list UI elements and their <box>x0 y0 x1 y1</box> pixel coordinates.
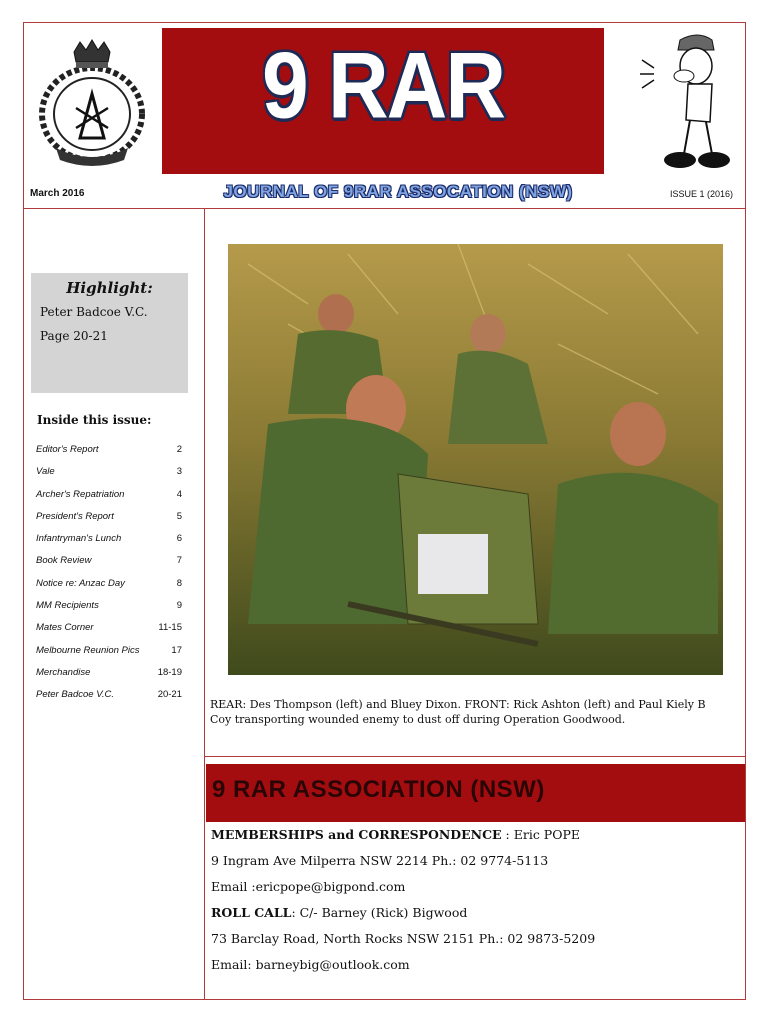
toc-page: 9 <box>176 600 182 612</box>
toc-page: 2 <box>176 444 182 455</box>
memberships-address: 9 Ingram Ave Milperra NSW 2214 Ph.: 02 9774-5113 <box>211 853 549 868</box>
highlight-heading: Highlight: <box>66 279 153 297</box>
toc-item[interactable] <box>36 466 182 488</box>
toc-label: President's Report <box>36 510 114 522</box>
issue-number: ISSUE 1 (2016) <box>670 189 734 199</box>
soldiers-stretcher-photo <box>228 244 723 675</box>
toc-item[interactable] <box>36 667 182 689</box>
association-title: 9 RAR ASSOCIATION (NSW) <box>212 776 545 803</box>
rollcall-line <box>211 905 467 920</box>
toc-label: Archer's Repatriation <box>36 488 125 500</box>
section-divider <box>204 756 746 757</box>
toc-item[interactable] <box>36 533 182 555</box>
toc-page: 18-19 <box>157 666 182 678</box>
toc-page: 7 <box>176 555 182 567</box>
memberships-email[interactable]: Email :ericpope@bigpond.com <box>211 879 406 894</box>
toc-label: Editor's Report <box>36 444 99 455</box>
highlight-line-1: Peter Badcoe V.C. <box>40 305 148 319</box>
inside-issue-heading: Inside this issue: <box>37 413 152 427</box>
toc-label: Peter Badcoe V.C. <box>36 689 114 701</box>
rollcall-address: 73 Barclay Road, North Rocks NSW 2151 Ph.: 02 9873-5209 <box>211 931 596 946</box>
toc-item[interactable] <box>36 511 182 533</box>
toc-item[interactable] <box>36 689 182 711</box>
masthead-divider <box>23 208 746 209</box>
toc-item[interactable] <box>36 444 182 466</box>
highlight-line-2: Page 20-21 <box>40 329 108 343</box>
toc-page: 8 <box>176 577 182 589</box>
rollcall-contact: : C/- Barney (Rick) Bigwood <box>291 905 468 920</box>
toc-page: 17 <box>171 644 182 656</box>
toc-item[interactable] <box>36 555 182 577</box>
toc-label: Melbourne Reunion Pics <box>36 644 140 656</box>
toc-label: MM Recipients <box>36 600 99 612</box>
toc-label: Vale <box>36 466 55 478</box>
toc-item[interactable] <box>36 578 182 600</box>
toc-page: 5 <box>176 510 182 522</box>
rollcall-label: ROLL CALL <box>211 905 292 920</box>
photo-caption: REAR: Des Thompson (left) and Bluey Dixon. FRONT: Rick Ashton (left) and Paul Kiely B Coy transporting wounded enemy to dust off during Operation Goodwood. <box>210 698 706 726</box>
toc-item[interactable] <box>36 645 182 667</box>
masthead-banner <box>162 28 604 174</box>
regimental-crest-logo <box>36 38 148 166</box>
toc-label: Mates Corner <box>36 622 94 634</box>
toc-label: Merchandise <box>36 666 91 678</box>
toc-page: 6 <box>176 533 182 545</box>
toc-item[interactable] <box>36 489 182 511</box>
toc-label: Notice re: Anzac Day <box>36 577 125 589</box>
toc-label: Infantryman's Lunch <box>36 533 122 545</box>
table-of-contents <box>36 444 182 712</box>
column-divider <box>204 208 205 1000</box>
memberships-line <box>211 827 580 842</box>
sergeant-cartoon-illustration <box>640 30 738 174</box>
memberships-contact: : Eric POPE <box>501 827 581 842</box>
masthead-title: 9 RAR <box>261 32 505 138</box>
toc-page: 3 <box>176 466 182 478</box>
memberships-label: MEMBERSHIPS and CORRESPONDENCE <box>211 827 502 842</box>
toc-page: 4 <box>176 488 182 500</box>
issue-date: March 2016 <box>30 188 85 199</box>
association-banner <box>206 764 745 822</box>
highlight-box <box>31 273 188 393</box>
toc-page: 11-15 <box>158 622 182 634</box>
toc-item[interactable] <box>36 600 182 622</box>
toc-item[interactable] <box>36 622 182 644</box>
toc-page: 20-21 <box>157 689 182 701</box>
toc-label: Book Review <box>36 555 92 567</box>
rollcall-email[interactable]: Email: barneybig@outlook.com <box>211 957 410 972</box>
journal-subtitle: JOURNAL OF 9RAR ASSOCATION (NSW) <box>223 182 573 201</box>
